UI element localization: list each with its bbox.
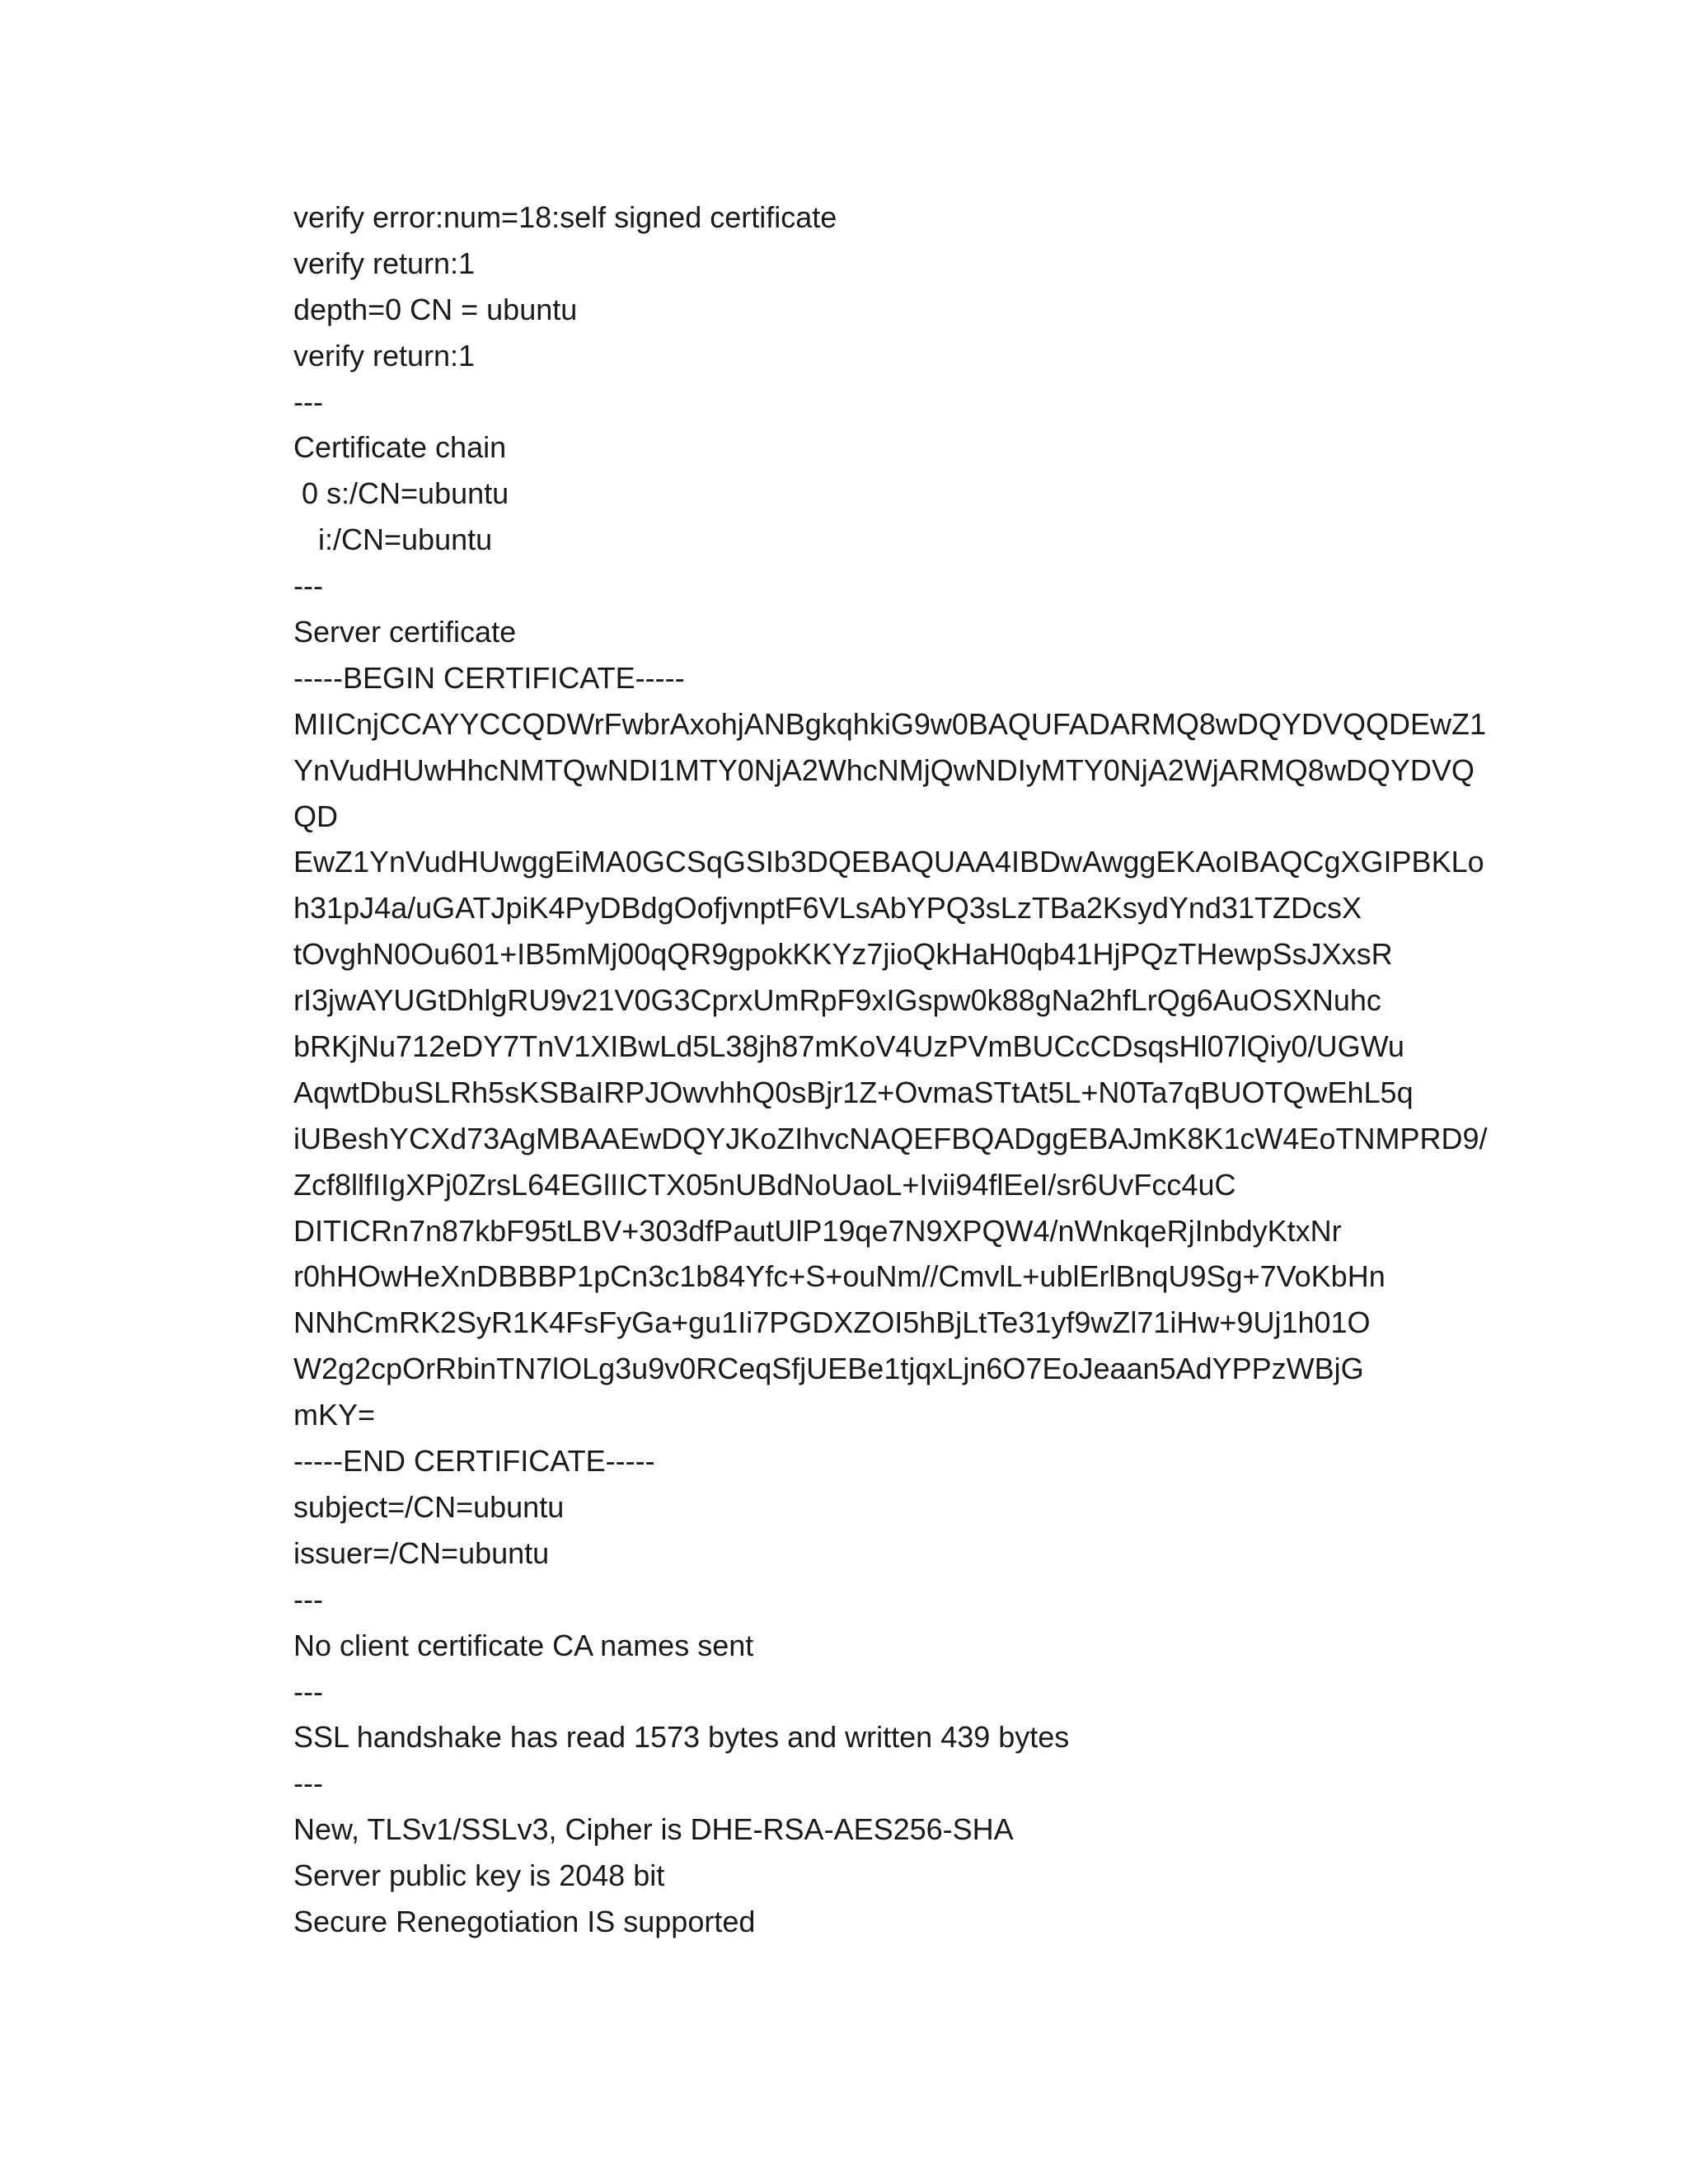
cipher-line: New, TLSv1/SSLv3, Cipher is DHE-RSA-AES256-SHA [293,1812,1014,1847]
server-certificate-heading: Server certificate [293,615,517,649]
certificate-data-line: NNhCmRK2SyR1K4FsFyGa+gu1Ii7PGDXZOI5hBjLtTe31yf9wZl71iHw+9Uj1h01O [293,1305,1371,1340]
chain-issuer-line: i:/CN=ubuntu [293,523,493,557]
certificate-data-line: EwZ1YnVudHUwggEiMA0GCSqGSIb3DQEBAQUAA4IBDwAwggEKAoIBAQCgXGIPBKLo [293,845,1484,879]
separator-line: --- [293,1674,323,1708]
certificate-data-line: MIICnjCCAYYCCQDWrFwbrAxohjANBgkqhkiG9w0BAQUFADARMQ8wDQYDVQQDEwZ1 [293,706,1486,741]
certificate-data-line: mKY= [293,1398,376,1432]
certificate-data-line: tOvghN0Ou601+IB5mMj00qQR9gpokKKYz7jioQkHaH0qb41HjPQzTHewpSsJXxsR [293,937,1393,972]
handshake-bytes-line: SSL handshake has read 1573 bytes and written 439 bytes [293,1720,1070,1755]
verify-return-line: verify return:1 [293,246,476,280]
separator-line: --- [293,384,323,419]
certificate-data-line: DITICRn7n87kbF95tLBV+303dfPautUlP19qe7N9XPQW4/nWnkqeRjInbdyKtxNr [293,1213,1342,1248]
certificate-chain-heading: Certificate chain [293,430,507,465]
certificate-data-line: QD [293,799,338,833]
certificate-data-line: iUBeshYCXd73AgMBAAEwDQYJKoZIhvcNAQEFBQADggEBAJmK8K1cW4EoTNMPRD9/ [293,1121,1488,1155]
separator-line: --- [293,1766,323,1801]
certificate-data-line: YnVudHUwHhcNMTQwNDI1MTY0NjA2WhcNMjQwNDIyMTY0NjA2WjARMQ8wDQYDVQ [293,752,1475,787]
chain-subject-line: 0 s:/CN=ubuntu [293,476,509,511]
client-ca-names-line: No client certificate CA names sent [293,1628,754,1662]
subject-line: subject=/CN=ubuntu [293,1489,565,1524]
certificate-data-line: AqwtDbuSLRh5sKSBaIRPJOwvhhQ0sBjr1Z+OvmaSTtAt5L+N0Ta7qBUOTQwEhL5q [293,1075,1414,1109]
public-key-line: Server public key is 2048 bit [293,1858,665,1893]
end-certificate-line: -----END CERTIFICATE----- [293,1444,655,1479]
certificate-data-line: h31pJ4a/uGATJpiK4PyDBdgOofjvnptF6VLsAbYPQ3sLzTBa2KsydYnd31TZDcsX [293,891,1362,926]
separator-line: --- [293,569,323,603]
depth-line: depth=0 CN = ubuntu [293,292,578,326]
certificate-data-line: W2g2cpOrRbinTN7lOLg3u9v0RCeqSfjUEBe1tjqxLjn6O7EoJeaan5AdYPPzWBjG [293,1352,1364,1386]
certificate-data-line: r0hHOwHeXnDBBBP1pCn3c1b84Yfc+S+ouNm//CmvlL+ublErlBnqU9Sg+7VoKbHn [293,1259,1386,1294]
certificate-data-line: Zcf8llfIIgXPj0ZrsL64EGlIICTX05nUBdNoUaoL+Ivii94flEeI/sr6UvFcc4uC [293,1167,1236,1202]
begin-certificate-line: -----BEGIN CERTIFICATE----- [293,660,685,695]
issuer-line: issuer=/CN=ubuntu [293,1535,550,1570]
renegotiation-line: Secure Renegotiation IS supported [293,1904,756,1938]
verify-return-line: verify return:1 [293,338,476,373]
certificate-data-line: bRKjNu712eDY7TnV1XIBwLd5L38jh87mKoV4UzPVmBUCcCDsqsHl07lQiy0/UGWu [293,1029,1404,1064]
certificate-data-line: rI3jwAYUGtDhlgRU9v21V0G3CprxUmRpF9xIGspw0k88gNa2hfLrQg6AuOSXNuhc [293,983,1381,1018]
verify-error-line: verify error:num=18:self signed certificate [293,200,837,234]
openssl-output [293,194,1513,1945]
separator-line: --- [293,1582,323,1616]
